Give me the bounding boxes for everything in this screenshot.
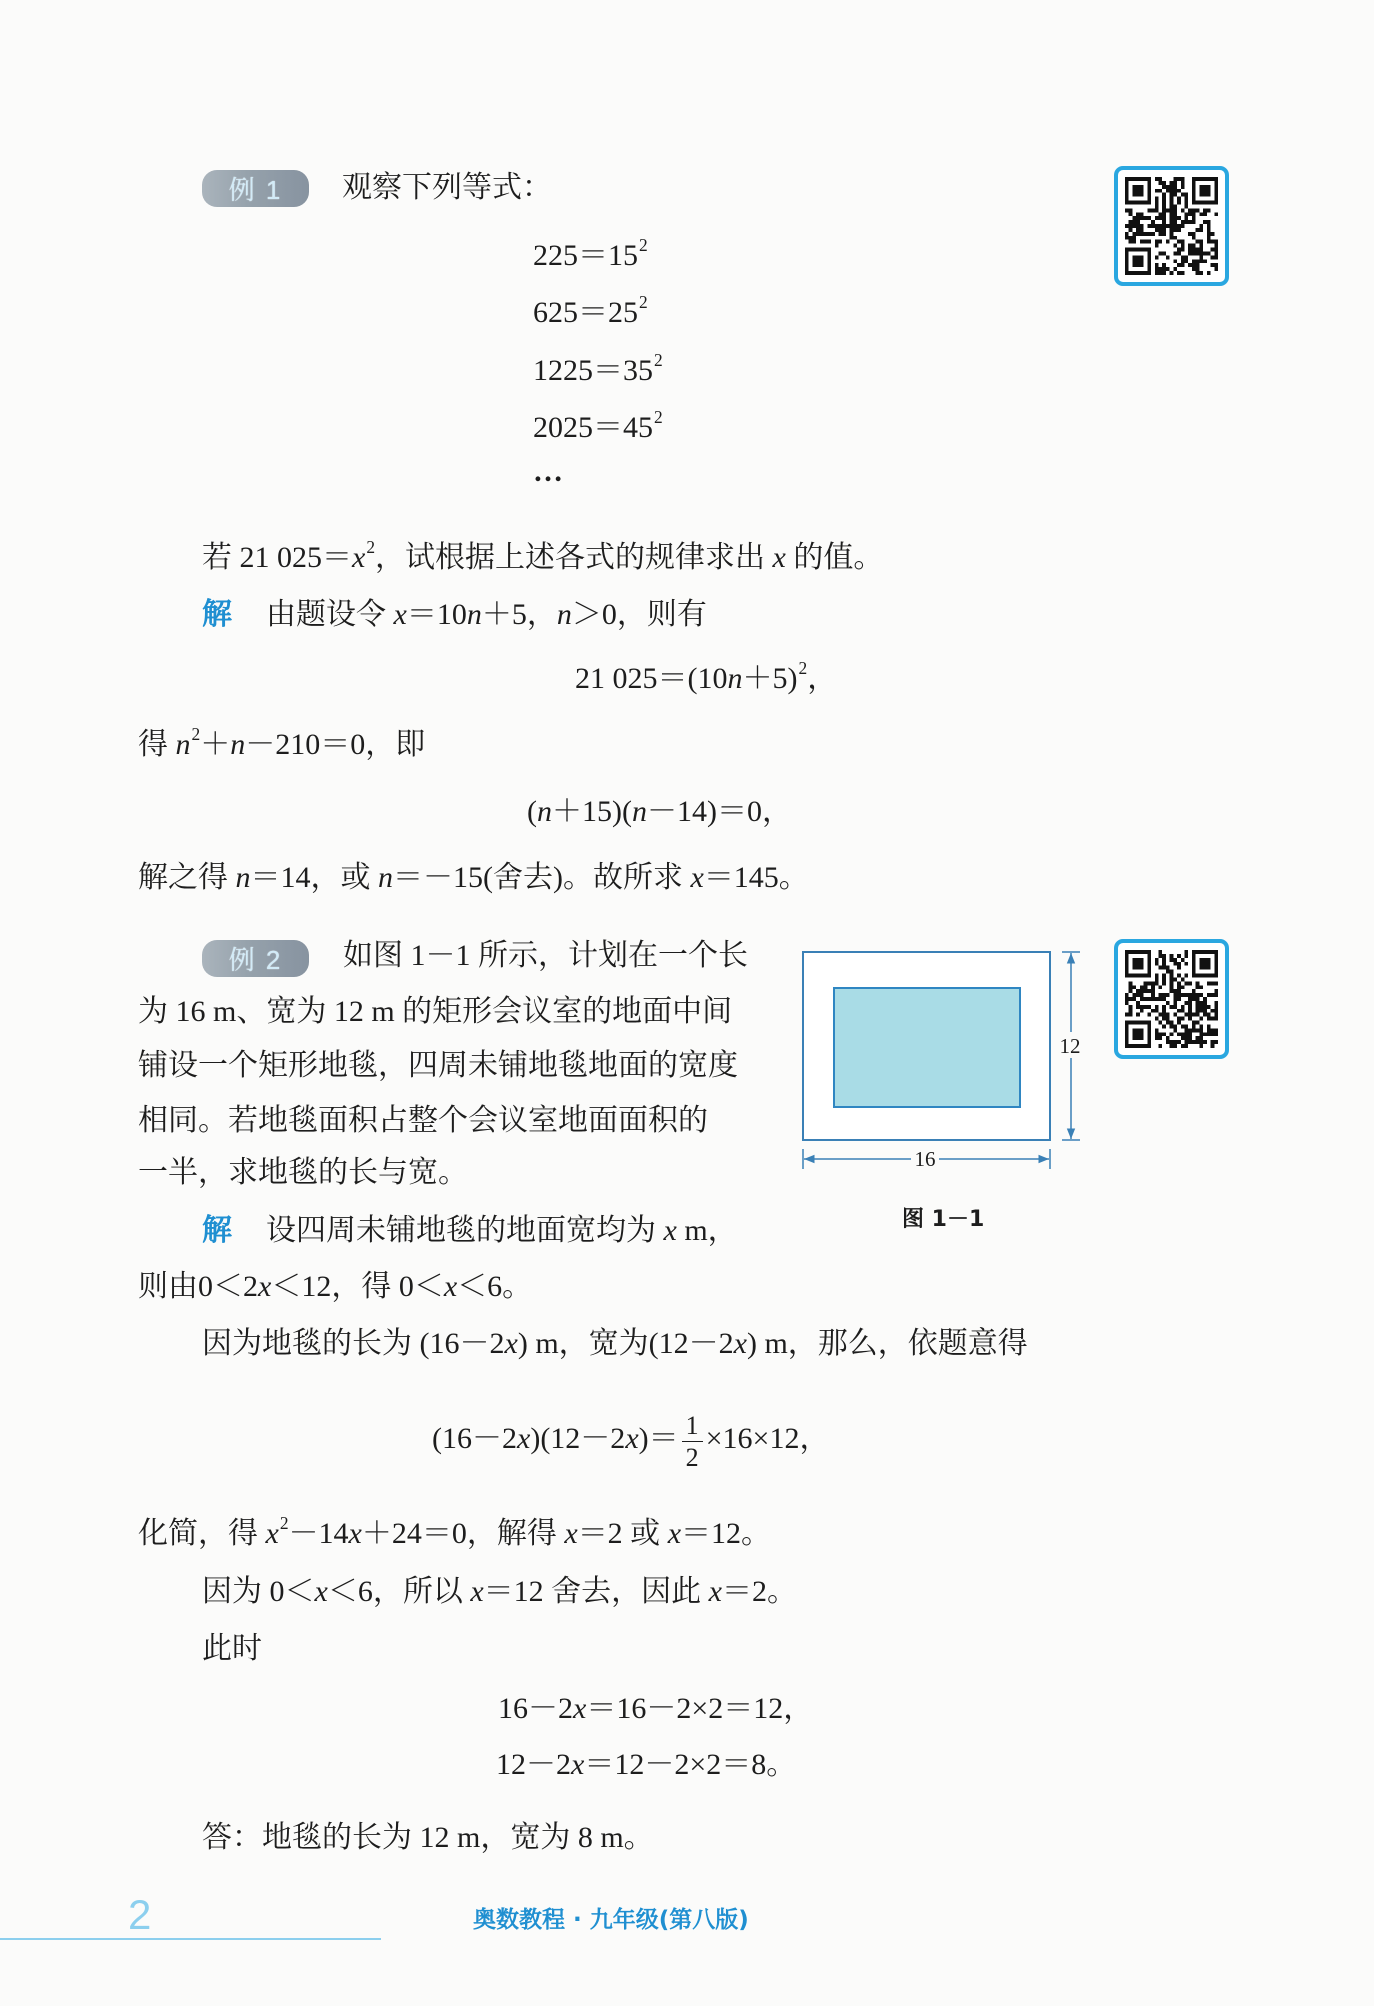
text-run: 1225＝35 xyxy=(533,354,653,387)
text-run: 12－2 xyxy=(496,1748,571,1781)
example1-ellipsis: … xyxy=(533,455,563,488)
math-variable: x xyxy=(667,1517,682,1550)
solution-label: 解 xyxy=(202,598,232,631)
text-run: ， xyxy=(807,662,838,695)
height-label: 12 xyxy=(1059,1034,1081,1058)
text-run: )＝ xyxy=(638,1422,679,1455)
text-run: ＝12 舍去，因此 xyxy=(483,1575,709,1608)
example1-equation-1 xyxy=(533,236,648,276)
text-run: 625＝25 xyxy=(533,296,638,329)
example1-solution-step xyxy=(138,725,425,765)
superscript: 2 xyxy=(279,1513,289,1534)
math-variable: x xyxy=(314,1575,328,1608)
math-variable: x xyxy=(443,1270,458,1303)
math-variable: x xyxy=(708,1575,722,1608)
example2-calc-width xyxy=(496,1745,796,1785)
text-run: 21 025＝(10 xyxy=(575,662,728,695)
solution-label: 解 xyxy=(202,1214,232,1247)
fraction-denominator: 2 xyxy=(685,1442,699,1472)
qr-modules xyxy=(1125,950,1218,1048)
text-run: ＋5， xyxy=(481,598,557,631)
math-variable: x xyxy=(573,1692,587,1725)
example1-equation-3 xyxy=(533,351,663,391)
text-run: ＝16－2×2＝12， xyxy=(586,1692,814,1725)
qr-code xyxy=(1114,166,1229,286)
example1-solution-setup xyxy=(266,598,707,631)
math-variable: n xyxy=(466,598,482,631)
math-variable: n xyxy=(556,598,572,631)
example2-solution-setup xyxy=(266,1214,738,1247)
math-variable: x xyxy=(564,1517,578,1550)
example1-question xyxy=(202,538,883,578)
example2-solution-then: 此时 xyxy=(202,1632,262,1665)
example1-intro: 观察下列等式： xyxy=(342,171,552,204)
math-variable: n xyxy=(631,795,647,828)
superscript: 2 xyxy=(654,407,663,428)
example2-badge: 例 2 xyxy=(202,940,309,977)
carpet-figure xyxy=(790,940,1100,1180)
math-variable: x xyxy=(571,1748,585,1781)
page-number: 2 xyxy=(128,1891,152,1938)
math-variable: x xyxy=(690,861,704,894)
text-run: 2025＝45 xyxy=(533,411,653,444)
math-variable: n xyxy=(230,728,246,761)
text-run: m， xyxy=(676,1214,738,1247)
text-run: 设四周未铺地毯的地面宽均为 xyxy=(266,1214,664,1247)
superscript: 2 xyxy=(654,350,663,371)
figure-caption: 图 1－1 xyxy=(902,1207,985,1232)
text-run: 解之得 xyxy=(138,861,236,894)
text-run: ＋ xyxy=(200,728,231,761)
text-run: ＜6。 xyxy=(457,1270,533,1303)
text-run: 得 xyxy=(138,728,176,761)
qr-modules xyxy=(1125,177,1218,275)
text-run: ) m，宽为(12－2 xyxy=(517,1327,734,1360)
width-label: 16 xyxy=(914,1147,936,1171)
text-run: 由题设令 xyxy=(266,598,394,631)
text-run: 的值。 xyxy=(785,541,884,574)
text-run: 因为地毯的长为 (16－2 xyxy=(202,1327,505,1360)
text-run: －210＝0，即 xyxy=(245,728,426,761)
carpet-rect xyxy=(834,988,1020,1107)
text-run: ＞0，则有 xyxy=(571,598,707,631)
math-variable: x xyxy=(393,598,407,631)
example2-solution-reject xyxy=(202,1572,797,1612)
qr-code-pattern xyxy=(1125,177,1218,275)
text-run: ＝2。 xyxy=(721,1575,797,1608)
text-run: ×16×12， xyxy=(705,1422,830,1455)
text-run: ＝－15(舍去)。故所求 xyxy=(393,861,691,894)
text-run: －14)＝0， xyxy=(646,795,792,828)
math-variable: x xyxy=(348,1517,362,1550)
math-variable: x xyxy=(504,1327,518,1360)
example2-solution-dimensions xyxy=(202,1324,1028,1364)
example2-problem-line: 为 16 m、宽为 12 m 的矩形会议室的地面中间 xyxy=(138,995,733,1028)
footer-book-title: 奥数教程 · 九年级(第八版) xyxy=(473,1907,749,1933)
math-variable: n xyxy=(235,861,251,894)
text-run: ，试根据上述各式的规律求出 xyxy=(375,541,773,574)
text-run: )(12－2 xyxy=(530,1422,626,1455)
qr-code-pattern xyxy=(1125,950,1218,1048)
math-variable: x xyxy=(352,541,366,574)
math-variable: x xyxy=(470,1575,484,1608)
example2-solution-range xyxy=(138,1267,532,1307)
fraction-numerator: 1 xyxy=(682,1410,703,1442)
superscript: 2 xyxy=(639,235,648,256)
example1-display-equation-1 xyxy=(575,659,837,699)
example1-solution-conclusion xyxy=(138,858,809,898)
example2-problem-line: 如图 1－1 所示，计划在一个长 xyxy=(343,939,748,972)
text-run: 则由0＜2 xyxy=(138,1270,258,1303)
text-run: 化简，得 xyxy=(138,1517,266,1550)
example1-badge: 例 1 xyxy=(202,170,309,207)
example2-problem-line: 相同。若地毯面积占整个会议室地面面积的 xyxy=(138,1104,708,1137)
example1-solution-setup-line xyxy=(202,595,707,635)
text-run: 若 21 025＝ xyxy=(202,541,352,574)
text-run: ＜12，得 0＜ xyxy=(271,1270,444,1303)
example1-display-equation-2 xyxy=(527,792,792,832)
math-variable: n xyxy=(378,861,393,894)
text-run: ＝145。 xyxy=(703,861,809,894)
text-run: ＜6，所以 xyxy=(327,1575,471,1608)
text-run: 16－2 xyxy=(498,1692,573,1725)
text-run: ＝10 xyxy=(406,598,467,631)
superscript: 2 xyxy=(191,724,201,745)
example1-equation-4 xyxy=(533,408,663,448)
text-run: ＋24＝0，解得 xyxy=(361,1517,565,1550)
math-variable: x xyxy=(733,1327,747,1360)
example2-problem-line: 铺设一个矩形地毯，四周未铺地毯地面的宽度 xyxy=(138,1049,738,1082)
text-run: 因为 0＜ xyxy=(202,1575,315,1608)
text-run: ＋15)( xyxy=(552,795,632,828)
math-variable: n xyxy=(175,728,191,761)
example2-solution-setup-line xyxy=(202,1211,738,1251)
text-run: ) m，那么，依题意得 xyxy=(746,1327,1028,1360)
qr-code xyxy=(1114,939,1229,1059)
math-variable: x xyxy=(258,1270,272,1303)
example2-display-equation xyxy=(432,1399,829,1479)
text-run: ＝12。 xyxy=(681,1517,772,1550)
math-variable: x xyxy=(517,1422,531,1455)
math-variable: x xyxy=(625,1422,639,1455)
footer-rule xyxy=(0,1938,381,1940)
math-variable: x xyxy=(663,1214,677,1247)
text-run: ＝2 或 xyxy=(577,1517,668,1550)
math-variable: x xyxy=(772,541,786,574)
example1-equation-2 xyxy=(533,293,648,333)
math-variable: n xyxy=(537,795,552,828)
math-variable: x xyxy=(265,1517,279,1550)
superscript: 2 xyxy=(798,658,808,679)
example2-solution-simplify xyxy=(138,1514,771,1554)
example2-answer: 答：地毯的长为 12 m，宽为 8 m。 xyxy=(202,1821,654,1854)
superscript: 2 xyxy=(366,537,376,558)
math-variable: n xyxy=(727,662,743,695)
text-run: －14 xyxy=(288,1517,349,1550)
text-run: ＝12－2×2＝8。 xyxy=(584,1748,797,1781)
superscript: 2 xyxy=(639,292,648,313)
example2-calc-length xyxy=(498,1689,813,1729)
text-run: (16－2 xyxy=(432,1422,517,1455)
text-run: ( xyxy=(527,795,537,828)
text-run: ＋5) xyxy=(742,662,798,695)
example2-problem-line: 一半，求地毯的长与宽。 xyxy=(138,1156,468,1189)
text-run: ＝14，或 xyxy=(250,861,378,894)
fraction xyxy=(682,1410,703,1473)
text-run: 225＝15 xyxy=(533,239,638,272)
